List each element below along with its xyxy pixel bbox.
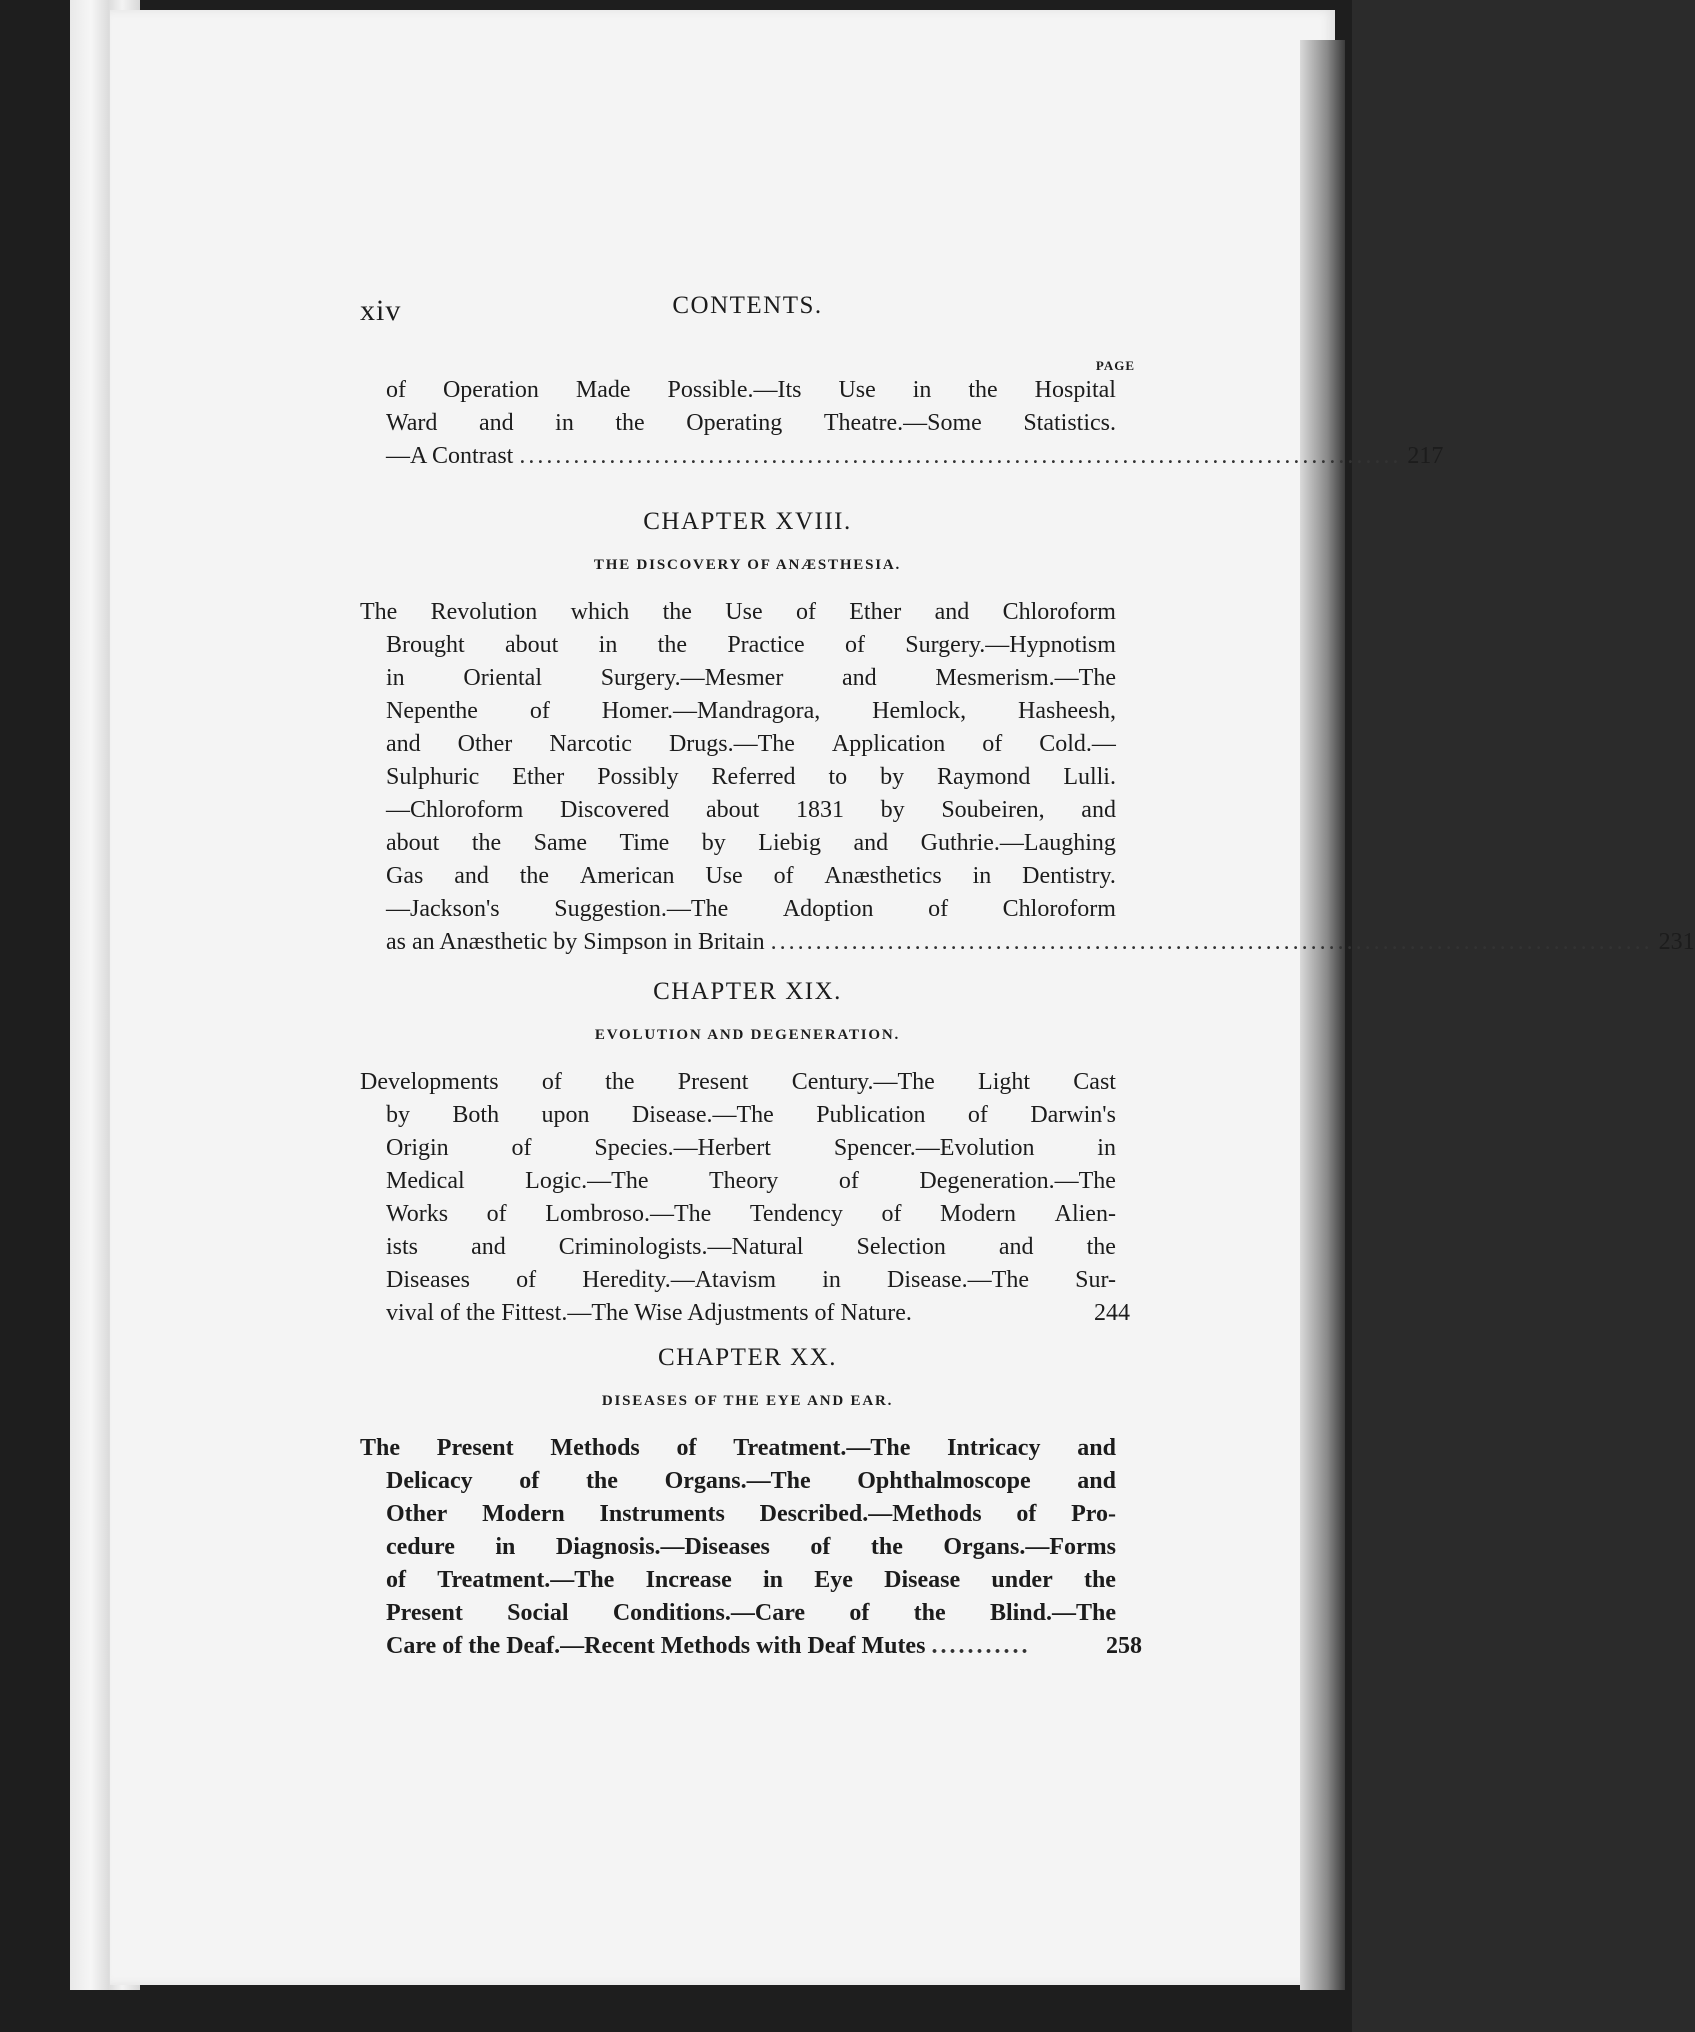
entry-line	[360, 827, 1135, 860]
entry-line-text: cedure in Diagnosis.—Diseases of the Organs.—Forms	[386, 1534, 1116, 1560]
entry-leader-line	[386, 1297, 1130, 1330]
entry-line-text: Works of Lombroso.—The Tendency of Modern Alien-	[386, 1201, 1116, 1227]
entry-line	[360, 1099, 1135, 1132]
entry-line	[360, 629, 1135, 662]
entry-line	[360, 926, 1695, 959]
entry-line	[360, 440, 1444, 473]
entry-line-text: Other Modern Instruments Described.—Methods of Pro-	[386, 1501, 1116, 1527]
entry-line-text: Medical Logic.—The Theory of Degeneration.—The	[386, 1168, 1116, 1194]
entry-line	[360, 1531, 1135, 1564]
entry-line-text: and Other Narcotic Drugs.—The Application of Cold.—	[386, 731, 1116, 757]
page-number: 258	[1106, 1633, 1142, 1659]
chapter-entry	[360, 1432, 1142, 1663]
entry-line-text: about the Same Time by Liebig and Guthrie.—Laughing	[386, 830, 1116, 856]
entry-leader-line	[386, 440, 1444, 473]
entry-line-text: Origin of Species.—Herbert Spencer.—Evolution in	[386, 1135, 1116, 1161]
entry-line	[360, 761, 1135, 794]
entry-line	[360, 1165, 1135, 1198]
entry-line-text: Developments of the Present Century.—The Light Cast	[360, 1069, 1116, 1095]
entry-line-text: Brought about in the Practice of Surgery.—Hypnotism	[386, 632, 1116, 658]
dot-leader: ..................................................................................................	[519, 443, 1402, 469]
entry-line	[360, 596, 1135, 629]
entry-line	[360, 1198, 1135, 1231]
chapter-heading: CHAPTER XIX.	[653, 978, 842, 1005]
entry-leader-line	[386, 926, 1695, 959]
entry-line-text: The Present Methods of Treatment.—The Intricacy and	[360, 1435, 1116, 1461]
entry-line-text: Nepenthe of Homer.—Mandragora, Hemlock, Hasheesh,	[386, 698, 1116, 724]
entry-line-text: of Treatment.—The Increase in Eye Disease under the	[386, 1567, 1116, 1593]
entry-line	[360, 1498, 1135, 1531]
entry-line	[360, 1564, 1135, 1597]
entry-line	[360, 1597, 1135, 1630]
page-number: 231	[1658, 929, 1695, 955]
entry-line	[360, 893, 1135, 926]
entry-line	[360, 1465, 1135, 1498]
entry-line	[360, 662, 1135, 695]
entry-line	[360, 374, 1135, 407]
chapter-subtitle: EVOLUTION AND DEGENERATION.	[594, 1027, 901, 1043]
chapter-subtitle: THE DISCOVERY OF ANÆSTHESIA.	[593, 557, 902, 573]
entry-line-text: Care of the Deaf.—Recent Methods with Deaf Mutes	[386, 1633, 926, 1659]
entry-line-text: The Revolution which the Use of Ether and Chloroform	[360, 599, 1116, 625]
dot-leader: ...........	[931, 1633, 1031, 1659]
chapter-heading: CHAPTER XX.	[657, 1344, 837, 1371]
entry-line	[360, 695, 1135, 728]
entry-line	[360, 1132, 1135, 1165]
entry-line	[360, 407, 1135, 440]
running-title: CONTENTS.	[672, 292, 823, 319]
continued-entry	[360, 374, 1444, 473]
entry-line	[360, 1630, 1142, 1663]
page-folio: xiv	[360, 294, 402, 327]
page-number: 244	[1094, 1300, 1130, 1326]
entry-line-text: —Chloroform Discovered about 1831 by Soubeiren, and	[386, 797, 1116, 823]
chapter-subtitle: DISEASES OF THE EYE AND EAR.	[601, 1393, 894, 1409]
entry-line	[360, 1297, 1135, 1330]
entry-line-text: Ward and in the Operating Theatre.—Some Statistics.	[386, 410, 1116, 436]
entry-line-text: Diseases of Heredity.—Atavism in Disease.—The Sur-	[386, 1267, 1116, 1293]
entry-line	[360, 1231, 1135, 1264]
entry-line	[360, 1264, 1135, 1297]
entry-line-text: vival of the Fittest.—The Wise Adjustments of Nature.	[386, 1300, 912, 1326]
chapter-heading: CHAPTER XVIII.	[643, 508, 852, 535]
entry-line-text: Delicacy of the Organs.—The Ophthalmoscope and	[386, 1468, 1116, 1494]
entry-line-text: of Operation Made Possible.—Its Use in the Hospital	[386, 377, 1116, 403]
chapter-entry	[360, 596, 1695, 959]
entry-line	[360, 728, 1135, 761]
entry-line	[360, 860, 1135, 893]
page-column-label: PAGE	[1095, 358, 1135, 373]
entry-line	[360, 1432, 1135, 1465]
entry-line-text: by Both upon Disease.—The Publication of Darwin's	[386, 1102, 1116, 1128]
entry-leader-line	[386, 1630, 1142, 1663]
gutter-shadow	[1300, 40, 1345, 1990]
entry-line-text: —Jackson's Suggestion.—The Adoption of Chloroform	[386, 896, 1116, 922]
entry-line-text: ists and Criminologists.—Natural Selection and the	[386, 1234, 1116, 1260]
entry-line-text: as an Anæsthetic by Simpson in Britain	[386, 929, 765, 955]
entry-line	[360, 794, 1135, 827]
page-number: 217	[1407, 443, 1444, 469]
running-head	[360, 290, 1135, 330]
entry-line	[360, 1066, 1135, 1099]
dot-leader: ..................................................................................................	[770, 929, 1653, 955]
entry-line-text: —A Contrast	[386, 443, 514, 469]
entry-line-text: Gas and the American Use of Anæsthetics in Dentistry.	[386, 863, 1116, 889]
chapter-entry	[360, 1066, 1135, 1330]
entry-line-text: Present Social Conditions.—Care of the Blind.—The	[386, 1600, 1116, 1626]
entry-line-text: in Oriental Surgery.—Mesmer and Mesmerism.—The	[386, 665, 1116, 691]
entry-line-text: Sulphuric Ether Possibly Referred to by Raymond Lulli.	[386, 764, 1116, 790]
